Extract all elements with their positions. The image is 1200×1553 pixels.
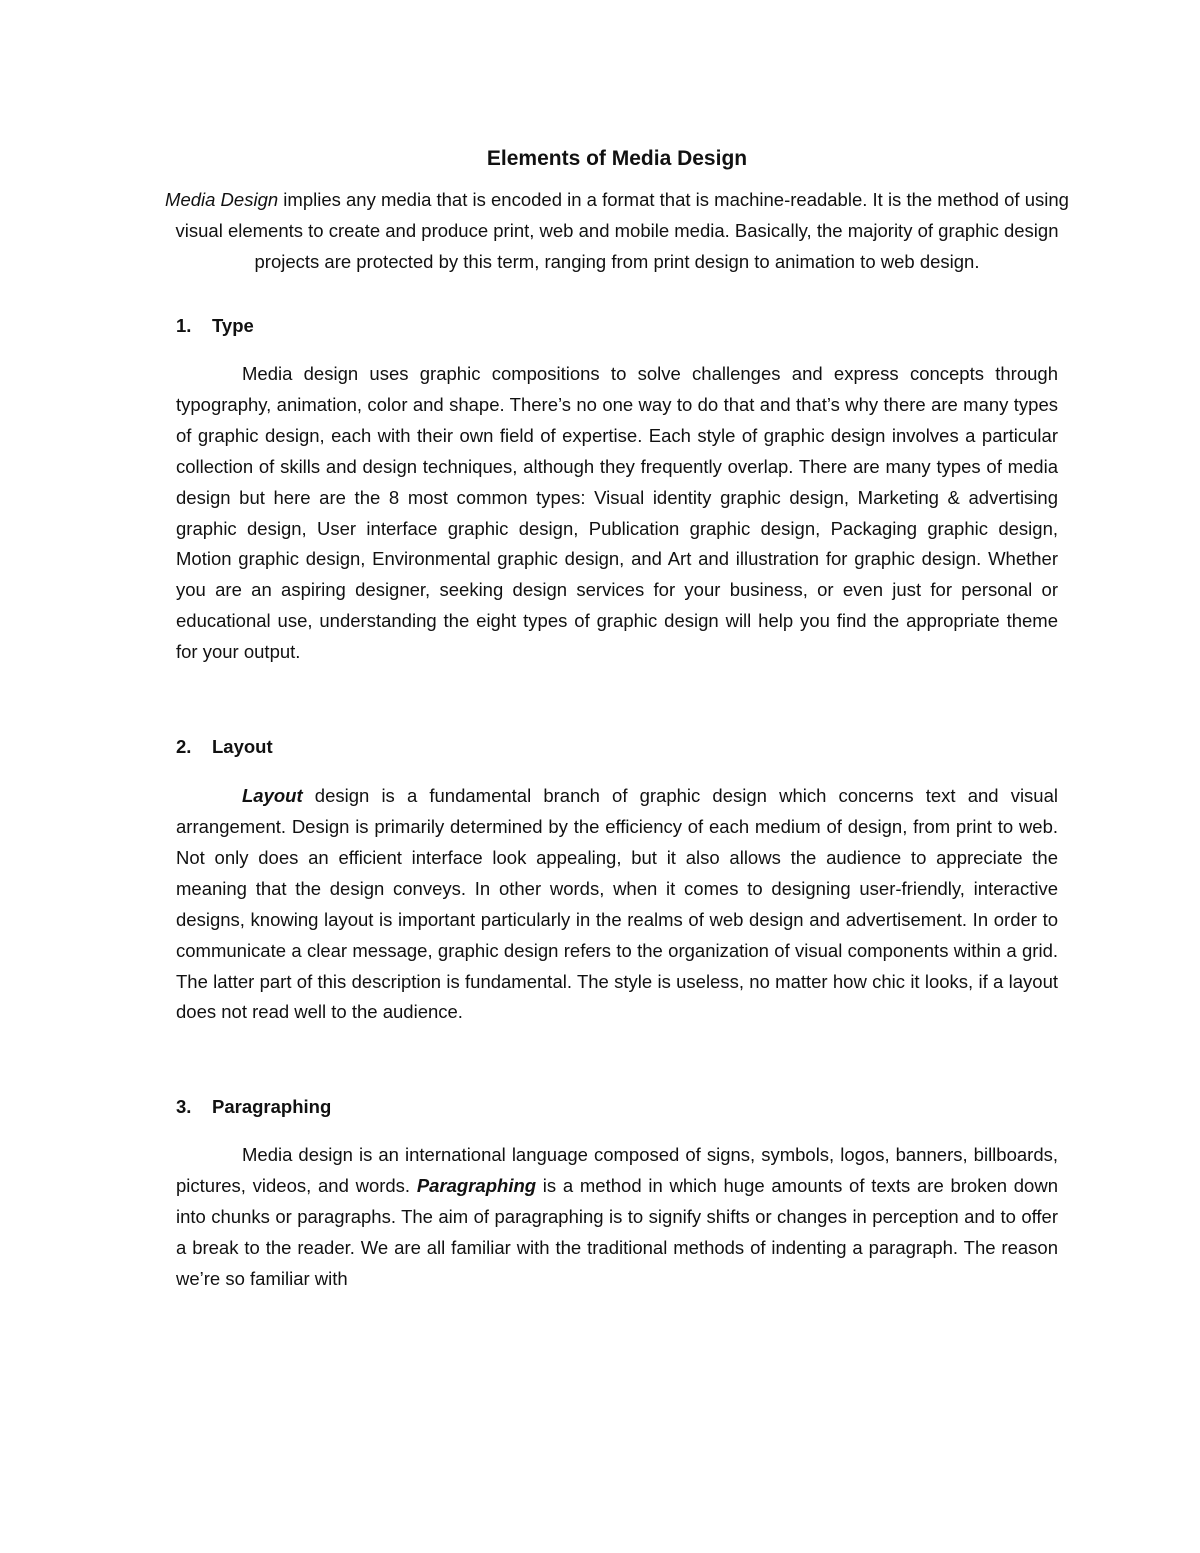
section-number: 3.	[176, 1096, 192, 1118]
section-title: Layout	[212, 736, 273, 758]
section-heading-layout	[176, 732, 1058, 762]
section-number: 1.	[176, 315, 192, 336]
intro-text: implies any media that is encoded in a format that is machine-readable. It is the method of using visual elements to create and produce print, web and mobile media. Basically, the majority of graphic design projects are protected by this term, ranging from print design to animation to web design.	[175, 189, 1069, 272]
paragraphing-body-after: is a method in which huge amounts of texts are broken down into chunks or paragraphs. The aim of paragraphing is to signify shifts or changes in perception and to offer a break to the reader. We are all familiar with the traditional methods of indenting a paragraph. The reason we’re so familiar with	[176, 1175, 1058, 1289]
layout-body-text: design is a fundamental branch of graphic design which concerns text and visual arrangement. Design is primarily determined by the efficiency of each medium of design, from print to web. Not only does an efficient interface look appealing, but it also allows the audience to appreciate the meaning that the design conveys. In other words, when it comes to designing user-friendly, interactive designs, knowing layout is important particularly in the realms of web design and advertisement. In order to communicate a clear message, graphic design refers to the organization of visual components within a grid. The latter part of this description is fundamental. The style is useless, no matter how chic it looks, if a layout does not read well to the audience.	[176, 785, 1058, 1023]
section-heading-type	[176, 311, 1058, 341]
section-body-type: Media design uses graphic compositions to solve challenges and express concepts through typography, animation, color and shape. There’s no one way to do that and that’s why there are many types of graphic design, each with their own field of expertise. Each style of graphic design involves a particular collection of skills and design techniques, although they frequently overlap. There are many types of media design but here are the 8 most common types: Visual identity graphic design, Marketing & advertising graphic design, User interface graphic design, Publication graphic design, Packaging graphic design, Motion graphic design, Environmental graphic design, and Art and illustration for graphic design. Whether you are an aspiring designer, seeking design services for your business, or even just for personal or educational use, understanding the eight types of graphic design will help you find the appropriate theme for your output.	[176, 363, 1058, 663]
document-title: Elements of Media Design	[486, 147, 748, 170]
section-title: Paragraphing	[212, 1096, 332, 1118]
section-heading-paragraphing	[176, 1092, 1058, 1122]
layout-term: Layout	[242, 785, 303, 807]
document-content	[165, 142, 1069, 1295]
section-number: 2.	[176, 736, 192, 758]
section-body-paragraphing	[176, 1140, 1058, 1295]
section-title: Type	[212, 315, 254, 336]
intro-paragraph	[158, 184, 1076, 277]
paragraphing-term: Paragraphing	[416, 1175, 537, 1197]
intro-term: Media Design	[165, 189, 279, 210]
section-body-layout	[176, 781, 1058, 1028]
paragraphing-body-before: Media design is an international language composed of signs, symbols, logos, banners, billboards, pictures, videos, and words.	[176, 1144, 1058, 1197]
